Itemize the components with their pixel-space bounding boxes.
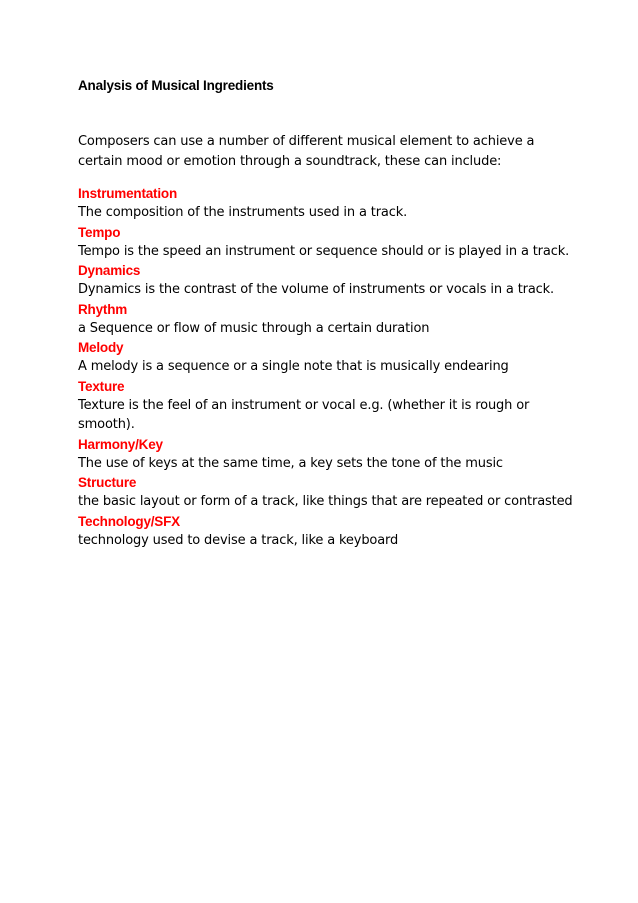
section-heading: Structure [78, 475, 137, 490]
section-melody [78, 338, 578, 377]
section-body: The use of keys at the same time, a key sets the tone of the music [78, 455, 503, 471]
section-rhythm [78, 300, 578, 339]
section-heading: Harmony/Key [78, 436, 163, 452]
section-structure [78, 473, 578, 512]
section-texture [78, 377, 578, 435]
section-heading: Melody [78, 340, 124, 355]
section-harmony-key [78, 435, 578, 474]
section-body: Texture is the feel of an instrument or vocal e.g. (whether it is rough or smooth). [78, 397, 530, 432]
section-body: The composition of the instruments used in a track. [78, 205, 408, 220]
section-body: Tempo is the speed an instrument or sequence should or is played in a track. [78, 243, 570, 259]
section-body: Dynamics is the contrast of the volume of instruments or vocals in a track. [78, 282, 555, 297]
section-body: A melody is a sequence or a single note that is musically endearing [78, 359, 509, 374]
section-heading: Rhythm [78, 301, 128, 317]
section-heading: Tempo [78, 224, 121, 240]
section-technology-sfx [78, 512, 578, 551]
section-heading: Dynamics [78, 263, 141, 278]
section-body: the basic layout or form of a track, like things that are repeated or contrasted [78, 494, 573, 509]
section-body: technology used to devise a track, like a keyboard [78, 532, 399, 548]
section-dynamics [78, 261, 578, 300]
section-heading: Texture [78, 378, 125, 394]
section-heading: Technology/SFX [78, 513, 180, 529]
document-title: Analysis of Musical Ingredients [78, 78, 274, 93]
section-body: a Sequence or flow of music through a certain duration [78, 320, 430, 336]
section-tempo [78, 223, 578, 262]
section-heading: Instrumentation [78, 186, 178, 201]
section-instrumentation [78, 184, 578, 223]
intro-paragraph: Composers can use a number of different musical element to achieve a certain mood or emotion through a soundtrack, these can include: [78, 134, 535, 169]
ingredients-list [78, 184, 578, 550]
